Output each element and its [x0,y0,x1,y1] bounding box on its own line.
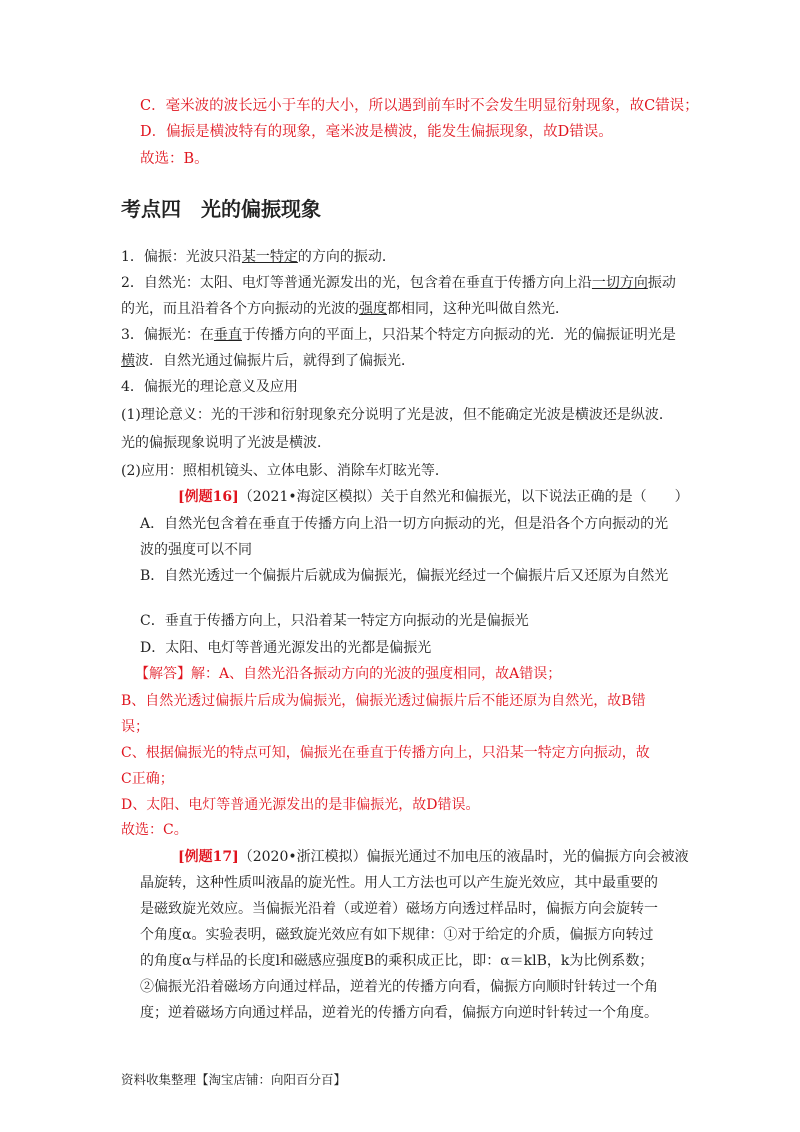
example17-line5: 的角度α与样品的长度l和磁感应强度B的乘积成正比，即：α＝klB，k为比例系数； [140,953,654,969]
concept-2-line2 [121,299,569,319]
concept-4-theory-line2: 光的偏振现象说明了光波是横波． [121,435,331,451]
example16-answer-c-line2: C正确； [121,771,174,787]
example16-answer-c-line1: C、根据偏振光的特点可知，偏振光在垂直于传播方向上，只沿某一特定方向振动，故 [121,745,650,761]
example16-answer-tag: 【解答】 [135,666,191,682]
example16-tag: [例题16] [178,489,239,505]
example16-answer-b-line2: 误； [121,719,149,735]
concept-2-num: 2． [121,275,144,291]
example17-line7: 度；逆着磁场方向通过样品，逆着光的传播方向看，偏振方向逆时针转过一个角度。 [140,1005,658,1021]
concept-2-pre: ：太阳、电灯等普通光源发出的光，包含着在垂直于传播方向上沿 [185,275,592,291]
concept-2-underline: 一切方向 [591,275,648,291]
concept-1-num: 1． [121,249,144,265]
concept-1-underline: 某一特定 [241,249,298,265]
example16-option-c: C．垂直于传播方向上，只沿着某一特定方向振动的光是偏振光 [140,613,529,629]
concept-3-line1 [121,325,676,345]
page-footer: 资料收集整理【淘宝店铺：向阳百分百】 [121,1072,347,1087]
concept-2-post: 振动 [647,275,676,291]
concept-1-pre: ：光波只沿 [171,249,242,265]
concept-1-post: 的方向的振动． [297,249,396,265]
concept-4-heading: 4．偏振光的理论意义及应用 [121,379,298,395]
concept-3-line2-underline: 横 [121,353,135,369]
concept-3-post: 于传播方向的平面上，只沿某个特定方向振动的光．光的偏振证明光是 [241,327,676,343]
example16-option-b: B．自然光透过一个偏振片后就成为偏振光，偏振光经过一个偏振片后又还原为自然光 [140,568,669,584]
concept-3-num: 3． [121,327,144,343]
concept-2-line2-post: 都相同，这种光叫做自然光． [387,301,569,317]
section-title: 考点四 光的偏振现象 [121,197,321,221]
concept-3-line2 [121,351,415,371]
example16-stem [178,487,689,507]
concept-2-line2-pre: 的光，而且沿着各个方向振动的光波的 [121,301,359,317]
concept-1 [121,247,396,267]
example16-option-a-line2: 波的强度可以不同 [140,542,252,558]
concept-3-term: 偏振光 [143,327,186,343]
example16-answer-d: D、太阳、电灯等普通光源发出的是非偏振光，故D错误。 [121,797,480,813]
example16-answer-b-line1: B、自然光透过偏振片后成为偏振光，偏振光透过偏振片后不能还原为自然光，故B错 [121,693,646,709]
example17-line1-text: （2020•浙江模拟）偏振光通过不加电压的液晶时，光的偏振方向会被液 [238,849,689,865]
concept-3-line2-post: 波．自然光通过偏振片后，就得到了偏振光． [135,353,415,369]
concept-2-line1 [121,273,676,293]
concept-4-theory-line1: (1)理论意义：光的干涉和衍射现象充分说明了光是波，但不能确定光波是横波还是纵波． [121,407,673,423]
example17-line4: 个角度α。实验表明，磁致旋光效应有如下规律：①对于给定的介质，偏振方向转过 [140,927,654,943]
concept-4-application: (2)应用：照相机镜头、立体电影、消除车灯眩光等． [121,463,449,479]
example16-answer-a-text: 解：A、自然光沿各振动方向的光波的强度相同，故A错误； [191,666,562,682]
example17-tag: [例题17] [178,849,239,865]
example16-question: （2021•海淀区模拟）关于自然光和偏振光，以下说法正确的是（ ） [238,489,689,505]
example17-line3: 是磁致旋光效应。当偏振光沿着（或逆着）磁场方向透过样品时，偏振方向会旋转一 [140,901,658,917]
example17-line1 [178,847,689,867]
concept-2-term: 自然光 [143,275,186,291]
concept-3-pre: ：在 [185,327,214,343]
example16-option-a-line1: A．自然光包含着在垂直于传播方向上沿一切方向振动的光，但是沿各个方向振动的光 [140,516,669,532]
concept-1-term: 偏振 [143,249,172,265]
prev-answer-conclusion: 故选：B。 [140,151,209,167]
example17-line6: ②偏振光沿着磁场方向通过样品，逆着光的传播方向看，偏振方向顺时针转过一个角 [140,979,658,995]
prev-answer-d: D．偏振是横波特有的现象，毫米波是横波，能发生偏振现象，故D错误。 [140,124,613,140]
concept-3-underline: 垂直 [213,327,242,343]
example17-line2: 晶旋转，这种性质叫液晶的旋光性。用人工方法也可以产生旋光效应，其中最重要的 [140,875,658,891]
prev-answer-c: C．毫米波的波长远小于车的大小，所以遇到前车时不会发生明显衍射现象，故C错误； [140,98,699,114]
example16-answer-a [135,664,561,684]
concept-2-line2-underline: 强度 [359,301,387,317]
example16-option-d: D．太阳、电灯等普通光源发出的光都是偏振光 [140,640,432,656]
example16-conclusion: 故选：C。 [121,822,188,838]
